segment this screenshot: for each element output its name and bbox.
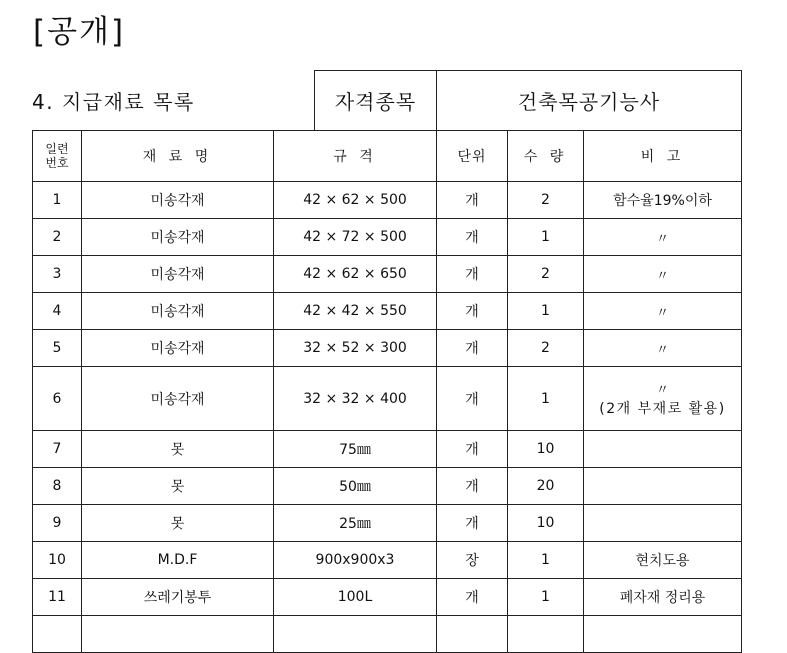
- header-note: 비 고: [584, 131, 742, 182]
- cell-note: 현치도용: [584, 542, 742, 579]
- cell-no: 9: [33, 505, 82, 542]
- table-row: [33, 579, 742, 616]
- cell-unit: 개: [437, 256, 508, 293]
- cell-no: 7: [33, 431, 82, 468]
- cell-material: 미송각재: [82, 367, 274, 431]
- cell-spec: 75㎜: [274, 431, 437, 468]
- cell-material: 미송각재: [82, 293, 274, 330]
- materials-table: [32, 130, 742, 653]
- ditto-mark: 〃: [655, 305, 669, 321]
- cell-material: 못: [82, 468, 274, 505]
- ditto-mark: 〃: [655, 342, 669, 358]
- ditto-mark: 〃: [655, 268, 669, 284]
- cell-qty: 1: [508, 293, 584, 330]
- cell-material: M.D.F: [82, 542, 274, 579]
- cell-qty: 2: [508, 256, 584, 293]
- cell-unit: 개: [437, 182, 508, 219]
- table-row: [33, 367, 742, 431]
- cell-empty: [274, 616, 437, 653]
- cell-no: 10: [33, 542, 82, 579]
- cell-spec: 100L: [274, 579, 437, 616]
- cell-note: [584, 468, 742, 505]
- cell-spec: 42 × 62 × 500: [274, 182, 437, 219]
- cell-spec: 25㎜: [274, 505, 437, 542]
- note-subtext: (2개 부재로 활용): [599, 401, 726, 417]
- disclosure-label: [공개]: [33, 14, 126, 50]
- header-serial-no-line1: 일련: [45, 142, 69, 156]
- cell-material: 미송각재: [82, 219, 274, 256]
- cell-spec: 42 × 72 × 500: [274, 219, 437, 256]
- cell-unit: 개: [437, 219, 508, 256]
- qualification-box: [314, 70, 742, 130]
- table-row: [33, 182, 742, 219]
- cell-unit: 개: [437, 367, 508, 431]
- table-row: [33, 468, 742, 505]
- cell-qty: 1: [508, 219, 584, 256]
- cell-qty: 1: [508, 542, 584, 579]
- cell-no: 5: [33, 330, 82, 367]
- cell-qty: 2: [508, 330, 584, 367]
- table-row: [33, 431, 742, 468]
- cell-no: 8: [33, 468, 82, 505]
- ditto-mark: 〃: [655, 231, 669, 247]
- cell-material: 쓰레기봉투: [82, 579, 274, 616]
- cell-empty: [437, 616, 508, 653]
- cell-note: [584, 330, 742, 367]
- table-row: [33, 330, 742, 367]
- cell-spec: 900x900x3: [274, 542, 437, 579]
- cell-no: 1: [33, 182, 82, 219]
- cell-spec: 42 × 62 × 650: [274, 256, 437, 293]
- cell-unit: 개: [437, 579, 508, 616]
- cell-unit: 개: [437, 431, 508, 468]
- cell-qty: 10: [508, 505, 584, 542]
- cell-material: 미송각재: [82, 256, 274, 293]
- title-row: [32, 70, 740, 130]
- cell-qty: 1: [508, 367, 584, 431]
- cell-material: 미송각재: [82, 182, 274, 219]
- cell-empty: [82, 616, 274, 653]
- qualification-value: 건축목공기능사: [517, 90, 661, 114]
- qualification-label: 자격종목: [315, 71, 437, 130]
- cell-qty: 1: [508, 579, 584, 616]
- cell-qty: 2: [508, 182, 584, 219]
- cell-material: 미송각재: [82, 330, 274, 367]
- section-title: 4. 지급재료 목록: [32, 90, 195, 114]
- cell-unit: 장: [437, 542, 508, 579]
- cell-no: 4: [33, 293, 82, 330]
- cell-note: [584, 431, 742, 468]
- cell-note: 함수율19%이하: [584, 182, 742, 219]
- cell-unit: 개: [437, 468, 508, 505]
- table-row: [33, 293, 742, 330]
- cell-empty: [584, 616, 742, 653]
- cell-spec: 32 × 52 × 300: [274, 330, 437, 367]
- cell-note: [584, 505, 742, 542]
- cell-qty: 20: [508, 468, 584, 505]
- cell-unit: 개: [437, 505, 508, 542]
- cell-spec: 50㎜: [274, 468, 437, 505]
- cell-material: 못: [82, 431, 274, 468]
- cell-note: [584, 367, 742, 431]
- cell-note: [584, 219, 742, 256]
- table-row-cut-off: [33, 616, 742, 653]
- header-serial-no: [33, 131, 82, 182]
- cell-spec: 42 × 42 × 550: [274, 293, 437, 330]
- cell-qty: 10: [508, 431, 584, 468]
- cell-note: [584, 256, 742, 293]
- header-spec: 규 격: [274, 131, 437, 182]
- header-quantity: 수 량: [508, 131, 584, 182]
- cell-no: 2: [33, 219, 82, 256]
- cell-spec: 32 × 32 × 400: [274, 367, 437, 431]
- cell-note: 폐자재 정리용: [584, 579, 742, 616]
- cell-unit: 개: [437, 293, 508, 330]
- header-unit: 단위: [437, 131, 508, 182]
- table-header-row: [33, 131, 742, 182]
- table-row: [33, 219, 742, 256]
- cell-unit: 개: [437, 330, 508, 367]
- ditto-mark: 〃: [655, 383, 669, 398]
- cell-no: 11: [33, 579, 82, 616]
- cell-note: [584, 293, 742, 330]
- header-serial-no-line2: 번호: [45, 156, 69, 170]
- table-row: [33, 505, 742, 542]
- table-row: [33, 256, 742, 293]
- cell-no: 6: [33, 367, 82, 431]
- cell-empty: [33, 616, 82, 653]
- cell-no: 3: [33, 256, 82, 293]
- cell-empty: [508, 616, 584, 653]
- header-material: 재 료 명: [82, 131, 274, 182]
- table-row: [33, 542, 742, 579]
- cell-material: 못: [82, 505, 274, 542]
